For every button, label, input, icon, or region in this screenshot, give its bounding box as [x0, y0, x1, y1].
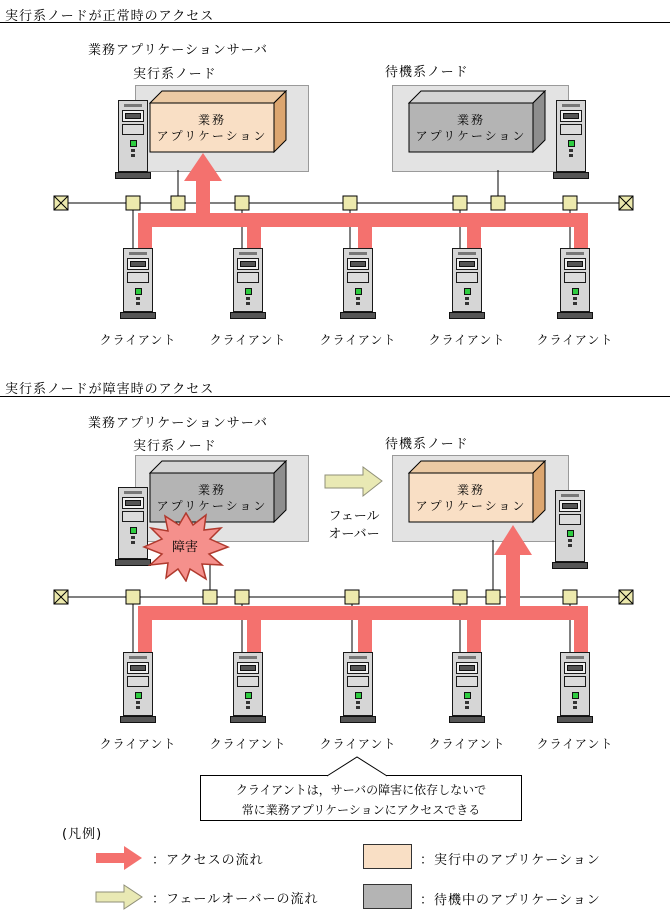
client-label: クライアント	[209, 737, 287, 751]
access-flow-legend-label: ：アクセスの流れ	[152, 853, 264, 868]
bus-terminator-icon	[54, 196, 68, 210]
section1-active-node-label: 実行系ノード	[133, 67, 217, 82]
access-flow-arrow	[138, 153, 588, 248]
failover-flow-legend-label: ：フェールオーバーの流れ	[152, 892, 319, 907]
client-tower-icon	[230, 248, 266, 319]
client-label: クライアント	[99, 737, 177, 751]
failure-label: 障害	[171, 540, 198, 555]
section2-active-node-label: 実行系ノード	[133, 439, 217, 454]
client-tower-icon	[120, 248, 156, 319]
note-callout-pointer	[326, 756, 388, 777]
section2-app-server-label: 業務アプリケーションサーバ	[88, 416, 269, 431]
legend-title: (凡例)	[62, 827, 103, 842]
client-tower-icon	[340, 652, 376, 723]
section2-running-application-box	[408, 460, 549, 523]
standby-server-tower-icon	[553, 100, 589, 179]
active-server-tower-icon	[115, 100, 151, 179]
standby-app-legend-label: ：待機中のアプリケーション	[420, 893, 601, 908]
bus-terminator-icon	[619, 590, 633, 604]
section1-running-application-box	[149, 90, 290, 153]
app-box-label: 業務 アプリケーション	[156, 112, 268, 143]
client-label: クライアント	[428, 737, 506, 751]
note-callout: クライアントは，サーバの障害に依存しないで 常に業務アプリケーションにアクセスできる	[200, 775, 522, 821]
section1-title: 実行系ノードが正常時のアクセス	[5, 9, 215, 24]
client-tower-icon	[340, 248, 376, 319]
client-label: クライアント	[428, 333, 506, 347]
app-box-label: 業務 アプリケーション	[415, 112, 527, 143]
client-tower-icon	[449, 652, 485, 723]
failover-arrow-icon	[323, 464, 385, 499]
client-tower-icon	[230, 652, 266, 723]
section1-divider	[0, 22, 670, 23]
app-box-label: 業務 アプリケーション	[415, 482, 527, 513]
failover-flow-legend-icon	[95, 884, 143, 910]
failover-label: フェール オーバー	[328, 509, 380, 542]
client-tower-icon	[557, 652, 593, 723]
section1-standby-node-label: 待機系ノード	[385, 65, 469, 80]
app-box-label: 業務 アプリケーション	[156, 482, 268, 513]
client-tower-icon	[557, 248, 593, 319]
client-label: クライアント	[209, 333, 287, 347]
section2-divider	[0, 396, 670, 397]
running-app-legend-label: ：実行中のアプリケーション	[420, 853, 601, 868]
standby-server-tower-icon	[552, 490, 588, 569]
client-label: クライアント	[536, 333, 614, 347]
client-label: クライアント	[319, 333, 397, 347]
standby-app-legend-swatch	[363, 884, 412, 909]
access-flow-legend-icon	[95, 845, 143, 871]
bus-terminator-icon	[54, 590, 68, 604]
running-app-legend-swatch	[363, 844, 412, 869]
section1-app-server-label: 業務アプリケーションサーバ	[88, 43, 269, 58]
client-tower-icon	[449, 248, 485, 319]
section1-standby-application-box	[408, 90, 549, 153]
bus-terminator-icon	[619, 196, 633, 210]
client-tower-icon	[120, 652, 156, 723]
client-label: クライアント	[99, 333, 177, 347]
section2-standby-node-label: 待機系ノード	[385, 437, 469, 452]
section2-title: 実行系ノードが障害時のアクセス	[5, 382, 215, 397]
client-label: クライアント	[319, 737, 397, 751]
client-label: クライアント	[536, 737, 614, 751]
